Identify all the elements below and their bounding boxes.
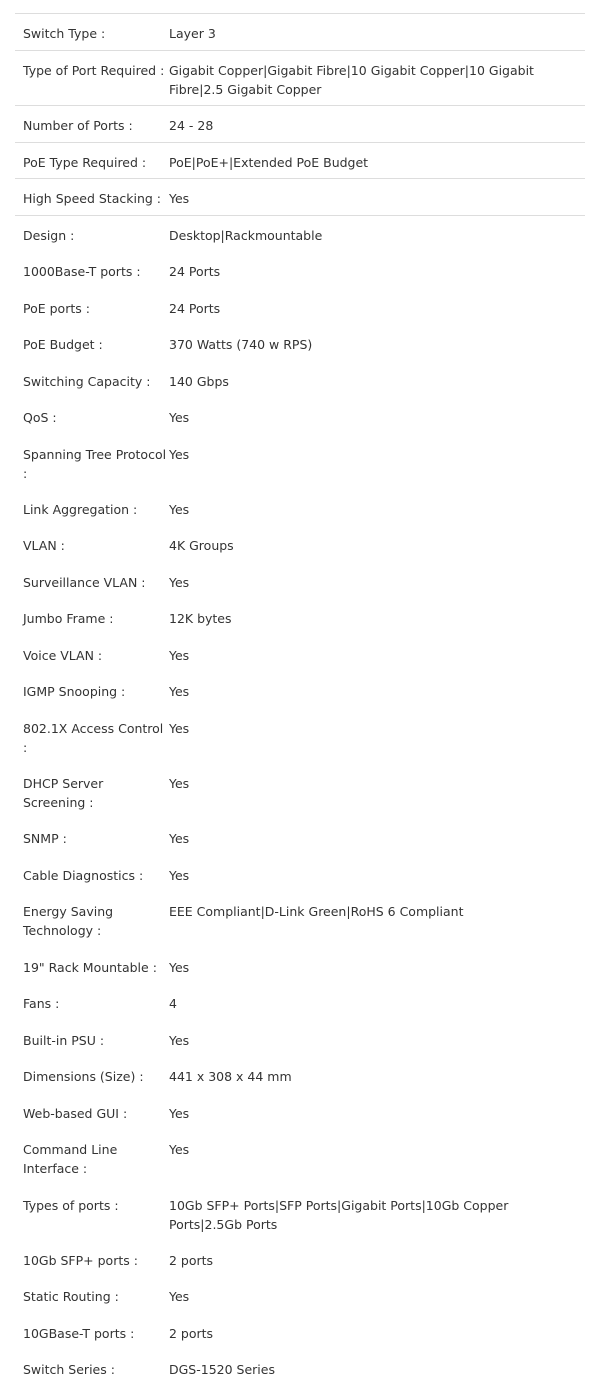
spec-value: Yes (169, 502, 190, 517)
spec-row-voice-vlan (15, 636, 585, 672)
spec-value: Yes (169, 447, 190, 462)
spec-value: 441 x 308 x 44 mm (169, 1069, 292, 1084)
spec-value: Yes (169, 1289, 190, 1304)
spec-value: PoE|PoE+|Extended PoE Budget (169, 155, 369, 170)
spec-label: Switching Capacity : (23, 374, 151, 389)
spec-label: 10GBase-T ports : (23, 1326, 135, 1341)
spec-value: Yes (169, 648, 190, 663)
spec-value: 2 ports (169, 1326, 214, 1341)
spec-value: 24 Ports (169, 264, 221, 279)
spec-label: Switch Series : (23, 1362, 115, 1377)
spec-label: Jumbo Frame : (23, 611, 114, 626)
spec-value: DGS-1520 Series (169, 1362, 275, 1377)
spec-row-design (15, 216, 585, 252)
spec-row-poe-type (15, 142, 585, 178)
spec-label: Command Line Interface : (23, 1142, 118, 1176)
spec-row-cable-diagnostics (15, 856, 585, 892)
spec-value: Desktop|Rackmountable (169, 228, 323, 243)
spec-table (15, 13, 585, 1387)
spec-value: 24 - 28 (169, 118, 214, 133)
spec-label: DHCP Server Screening : (23, 776, 104, 810)
spec-row-switching-capacity (15, 362, 585, 398)
spec-label: Types of ports : (23, 1198, 119, 1213)
spec-label: PoE Budget : (23, 337, 103, 352)
spec-row-link-aggregation (15, 490, 585, 526)
spec-value: Yes (169, 868, 190, 883)
spec-label: Link Aggregation : (23, 502, 138, 517)
spec-value: 2 ports (169, 1253, 214, 1268)
spec-row-number-of-ports (15, 105, 585, 142)
spec-label: IGMP Snooping : (23, 684, 126, 699)
spec-label: Type of Port Required : (23, 63, 165, 78)
spec-label: Switch Type : (23, 26, 106, 41)
spec-value: Gigabit Copper|Gigabit Fibre|10 Gigabit Copper|10 Gigabit Fibre|2.5 Gigabit Copper (169, 63, 534, 97)
spec-label: PoE Type Required : (23, 155, 147, 170)
spec-row-spanning-tree (15, 435, 585, 490)
spec-value: Yes (169, 776, 190, 791)
spec-row-dhcp-screening (15, 764, 585, 819)
spec-value: EEE Compliant|D-Link Green|RoHS 6 Compliant (169, 904, 464, 919)
spec-row-igmp-snooping (15, 672, 585, 709)
spec-value: 10Gb SFP+ Ports|SFP Ports|Gigabit Ports|10Gb Copper Ports|2.5Gb Ports (169, 1198, 509, 1232)
spec-value: Yes (169, 1142, 190, 1157)
spec-label: Web-based GUI : (23, 1106, 128, 1121)
spec-row-fans (15, 984, 585, 1021)
spec-row-vlan (15, 526, 585, 563)
spec-row-snmp (15, 819, 585, 856)
spec-label: PoE ports : (23, 301, 90, 316)
spec-row-rack-mountable (15, 948, 585, 984)
spec-label: QoS : (23, 410, 57, 425)
spec-label: 19" Rack Mountable : (23, 960, 157, 975)
spec-label: Energy Saving Technology : (23, 904, 114, 938)
spec-value: Yes (169, 1033, 190, 1048)
spec-row-static-routing (15, 1277, 585, 1314)
spec-label: 1000Base-T ports : (23, 264, 141, 279)
spec-row-types-of-ports (15, 1186, 585, 1241)
spec-row-10gb-sfp (15, 1241, 585, 1277)
spec-row-poe-ports (15, 289, 585, 325)
spec-row-qos (15, 398, 585, 435)
spec-label: VLAN : (23, 538, 65, 553)
spec-label: Surveillance VLAN : (23, 575, 146, 590)
spec-row-switch-series (15, 1350, 585, 1387)
spec-label: Number of Ports : (23, 118, 133, 133)
spec-label: Voice VLAN : (23, 648, 103, 663)
spec-value: 140 Gbps (169, 374, 229, 389)
spec-label: High Speed Stacking : (23, 191, 161, 206)
spec-label: Fans : (23, 996, 60, 1011)
spec-row-1000base-t (15, 252, 585, 289)
spec-label: 10Gb SFP+ ports : (23, 1253, 138, 1268)
spec-label: SNMP : (23, 831, 67, 846)
spec-value: Yes (169, 684, 190, 699)
spec-row-web-gui (15, 1094, 585, 1130)
spec-value: 4 (169, 996, 177, 1011)
spec-value: Yes (169, 1106, 190, 1121)
spec-row-built-in-psu (15, 1021, 585, 1057)
spec-label: Spanning Tree Protocol : (23, 447, 167, 481)
spec-row-surveillance-vlan (15, 563, 585, 599)
spec-value: Yes (169, 960, 190, 975)
spec-value: 370 Watts (740 w RPS) (169, 337, 313, 352)
spec-label: Design : (23, 228, 75, 243)
spec-value: 4K Groups (169, 538, 234, 553)
spec-value: Yes (169, 721, 190, 736)
spec-row-poe-budget (15, 325, 585, 362)
spec-row-cli (15, 1130, 585, 1186)
spec-row-stacking (15, 178, 585, 216)
spec-value: Yes (169, 831, 190, 846)
spec-value: Yes (169, 575, 190, 590)
spec-label: Built-in PSU : (23, 1033, 105, 1048)
spec-value: Yes (169, 191, 190, 206)
spec-value: 12K bytes (169, 611, 232, 626)
spec-value: Yes (169, 410, 190, 425)
spec-value: Layer 3 (169, 26, 216, 41)
spec-label: Static Routing : (23, 1289, 119, 1304)
spec-row-energy-saving (15, 892, 585, 948)
spec-row-switch-type (15, 13, 585, 50)
spec-label: Cable Diagnostics : (23, 868, 144, 883)
spec-row-jumbo-frame (15, 599, 585, 636)
spec-row-802-1x (15, 709, 585, 764)
spec-value: 24 Ports (169, 301, 221, 316)
spec-row-10gbase-t (15, 1314, 585, 1350)
spec-row-type-of-port (15, 50, 585, 105)
spec-label: Dimensions (Size) : (23, 1069, 144, 1084)
spec-row-dimensions (15, 1057, 585, 1094)
spec-label: 802.1X Access Control : (23, 721, 164, 755)
